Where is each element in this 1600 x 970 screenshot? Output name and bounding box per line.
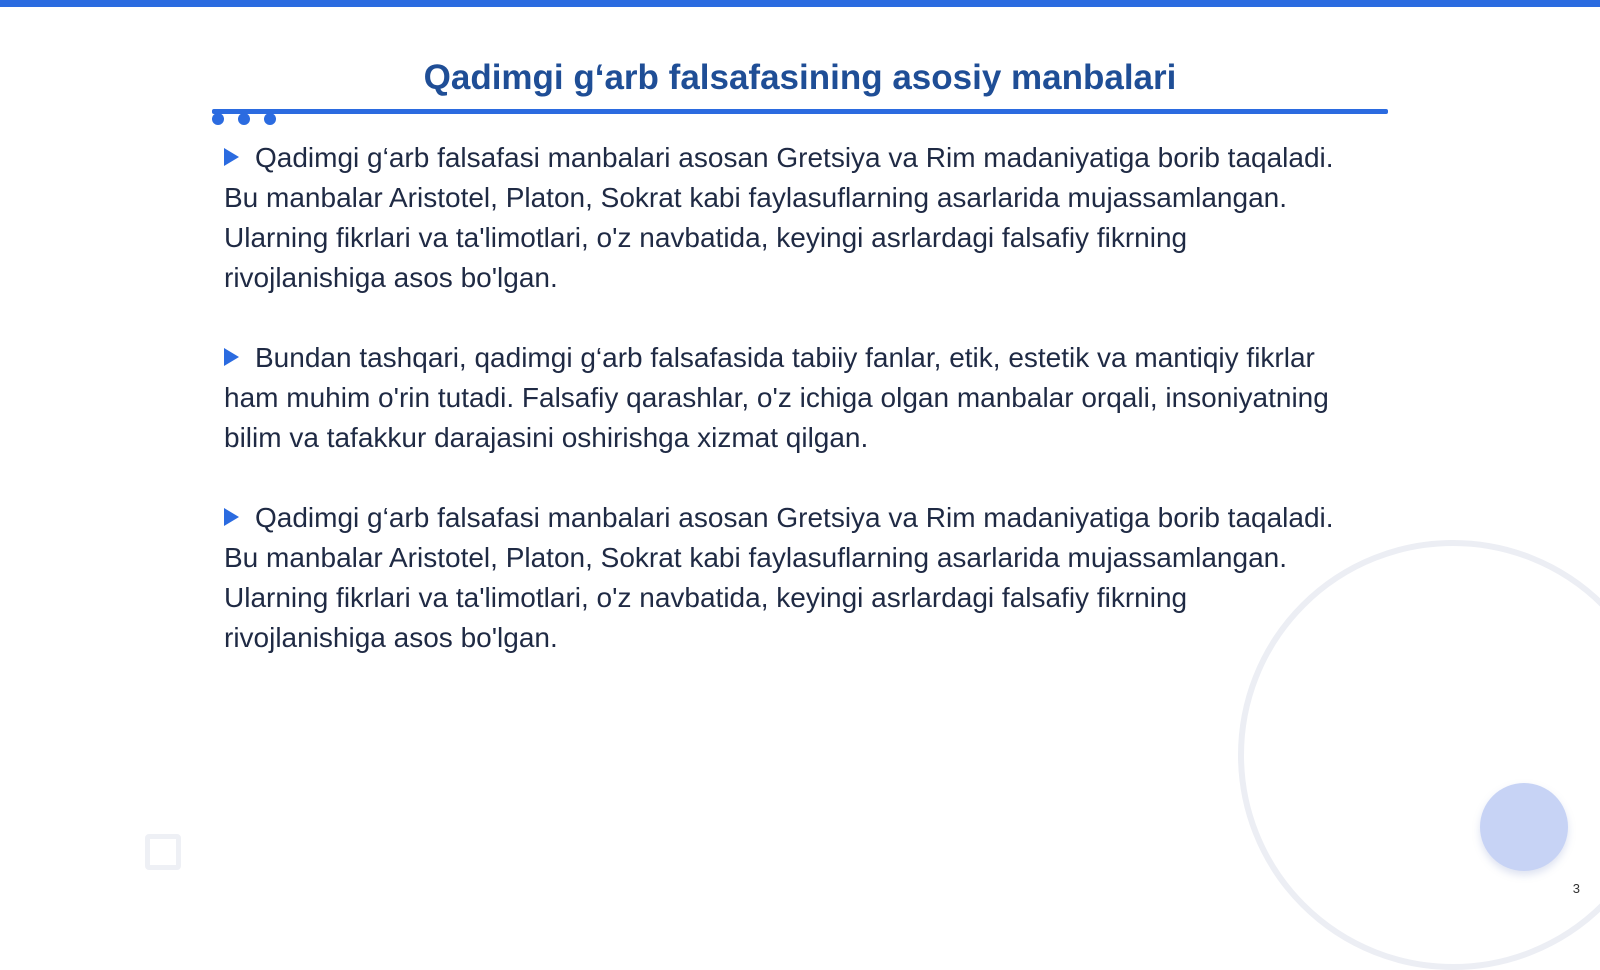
triangle-right-icon [224, 148, 239, 166]
underline-dot [212, 113, 224, 125]
title-underline-dots [212, 113, 282, 127]
paragraph-text: Qadimgi g‘arb falsafasi manbalari asosan Gretsiya va Rim madaniyatiga borib taqaladi. Bu manbalar Aristotel, Platon, Sokrat kabi faylasuflarning asarlarida mujassamlangan. Ularning fikrlari va ta'limotlari, o'z navbatida, keyingi asrlardagi falsafiy fikrning rivojlanishiga asos bo'lgan. [224, 502, 1334, 653]
top-accent-bar [0, 0, 1600, 7]
bullet-paragraph-2 [224, 338, 1354, 458]
page-number: 3 [1572, 881, 1580, 896]
title-underline [212, 109, 1388, 114]
underline-dot [264, 113, 276, 125]
triangle-right-icon [224, 348, 239, 366]
slide-content [224, 138, 1354, 698]
decorative-square [145, 834, 181, 870]
triangle-right-icon [224, 508, 239, 526]
paragraph-text: Qadimgi g‘arb falsafasi manbalari asosan Gretsiya va Rim madaniyatiga borib taqaladi. Bu manbalar Aristotel, Platon, Sokrat kabi faylasuflarning asarlarida mujassamlangan. Ularning fikrlari va ta'limotlari, o'z navbatida, keyingi asrlardagi falsafiy fikrning rivojlanishiga asos bo'lgan. [224, 142, 1334, 293]
bullet-paragraph-3 [224, 498, 1354, 658]
decorative-circle [1480, 783, 1568, 871]
paragraph-text: Bundan tashqari, qadimgi g‘arb falsafasida tabiiy fanlar, etik, estetik va mantiqiy fikrlar ham muhim o'rin tutadi. Falsafiy qarashlar, o'z ichiga olgan manbalar orqali, insoniyatning bilim va tafakkur darajasini oshirishga xizmat qilgan. [224, 342, 1329, 453]
bullet-paragraph-1 [224, 138, 1354, 298]
underline-dot [238, 113, 250, 125]
slide-title: Qadimgi g‘arb falsafasining asosiy manbalari [423, 58, 1177, 97]
